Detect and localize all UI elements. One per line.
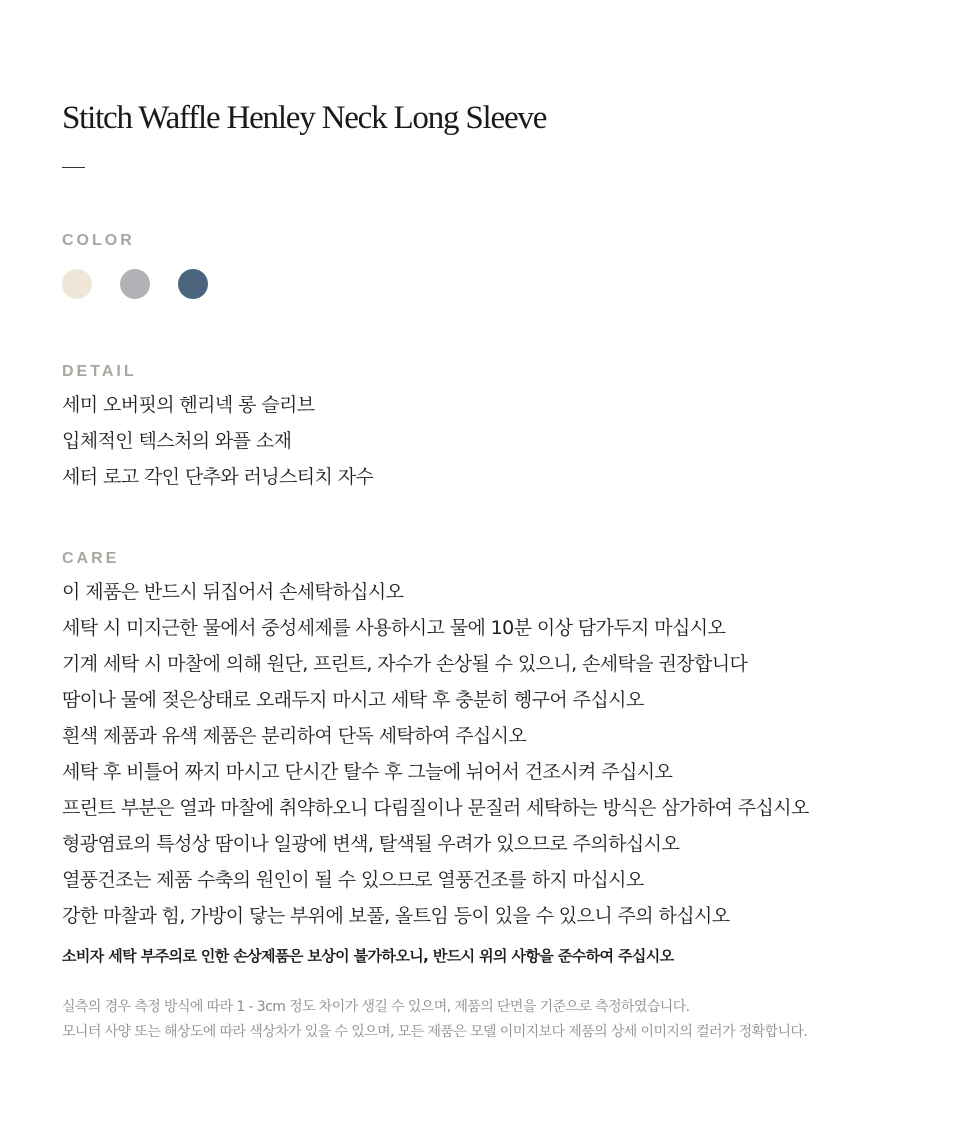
- care-line: 흰색 제품과 유색 제품은 분리하여 단독 세탁하여 주십시오: [62, 725, 527, 747]
- care-line: 프린트 부분은 열과 마찰에 취약하오니 다림질이나 문질러 세탁하는 방식은 삼가하여 주십시오: [62, 797, 809, 819]
- care-notice: 소비자 세탁 부주의로 인한 손상제품은 보상이 불가하오니, 반드시 위의 사항을 준수하여 주십시오: [62, 947, 674, 965]
- care-line: 땀이나 물에 젖은상태로 오래두지 마시고 세탁 후 충분히 헹구어 주십시오: [62, 689, 644, 711]
- footnote-measurement: 실측의 경우 측정 방식에 따라 1 - 3cm 정도 차이가 생길 수 있으며, 제품의 단면을 기준으로 측정하였습니다.: [62, 999, 690, 1015]
- footnotes: [62, 995, 807, 1045]
- care-line: 세탁 시 미지근한 물에서 중성세제를 사용하시고 물에 10분 이상 담가두지 마십시오: [62, 617, 726, 639]
- care-line: 기계 세탁 시 마찰에 의해 원단, 프린트, 자수가 손상될 수 있으니, 손세탁을 권장합니다: [62, 653, 748, 675]
- title-divider: [62, 167, 85, 168]
- color-swatches: [62, 269, 236, 299]
- product-title: Stitch Waffle Henley Neck Long Sleeve: [62, 100, 547, 136]
- footnote-color: 모니터 사양 또는 해상도에 따라 색상차가 있을 수 있으며, 모든 제품은 모델 이미지보다 제품의 상세 이미지의 컬러가 정확합니다.: [62, 1024, 808, 1040]
- gray-swatch[interactable]: [120, 269, 150, 299]
- cream-swatch[interactable]: [62, 269, 92, 299]
- care-label: CARE: [62, 550, 120, 567]
- detail-label: DETAIL: [62, 363, 137, 380]
- detail-list: [62, 387, 373, 495]
- care-line: 형광염료의 특성상 땀이나 일광에 변색, 탈색될 우려가 있으므로 주의하십시오: [62, 833, 680, 855]
- care-line: 강한 마찰과 힘, 가방이 닿는 부위에 보풀, 올트임 등이 있을 수 있으니 주의 하십시오: [62, 905, 730, 927]
- detail-line: 세터 로고 각인 단추와 러닝스티치 자수: [62, 466, 374, 488]
- color-label: COLOR: [62, 232, 135, 249]
- detail-line: 세미 오버핏의 헨리넥 롱 슬리브: [62, 394, 315, 416]
- navy-swatch[interactable]: [178, 269, 208, 299]
- care-line: 이 제품은 반드시 뒤집어서 손세탁하십시오: [62, 581, 404, 603]
- care-line: 세탁 후 비틀어 짜지 마시고 단시간 탈수 후 그늘에 뉘어서 건조시켜 주십시오: [62, 761, 673, 783]
- detail-line: 입체적인 텍스처의 와플 소재: [62, 430, 292, 452]
- care-line: 열풍건조는 제품 수축의 원인이 될 수 있으므로 열풍건조를 하지 마십시오: [62, 869, 644, 891]
- care-list: [62, 574, 809, 934]
